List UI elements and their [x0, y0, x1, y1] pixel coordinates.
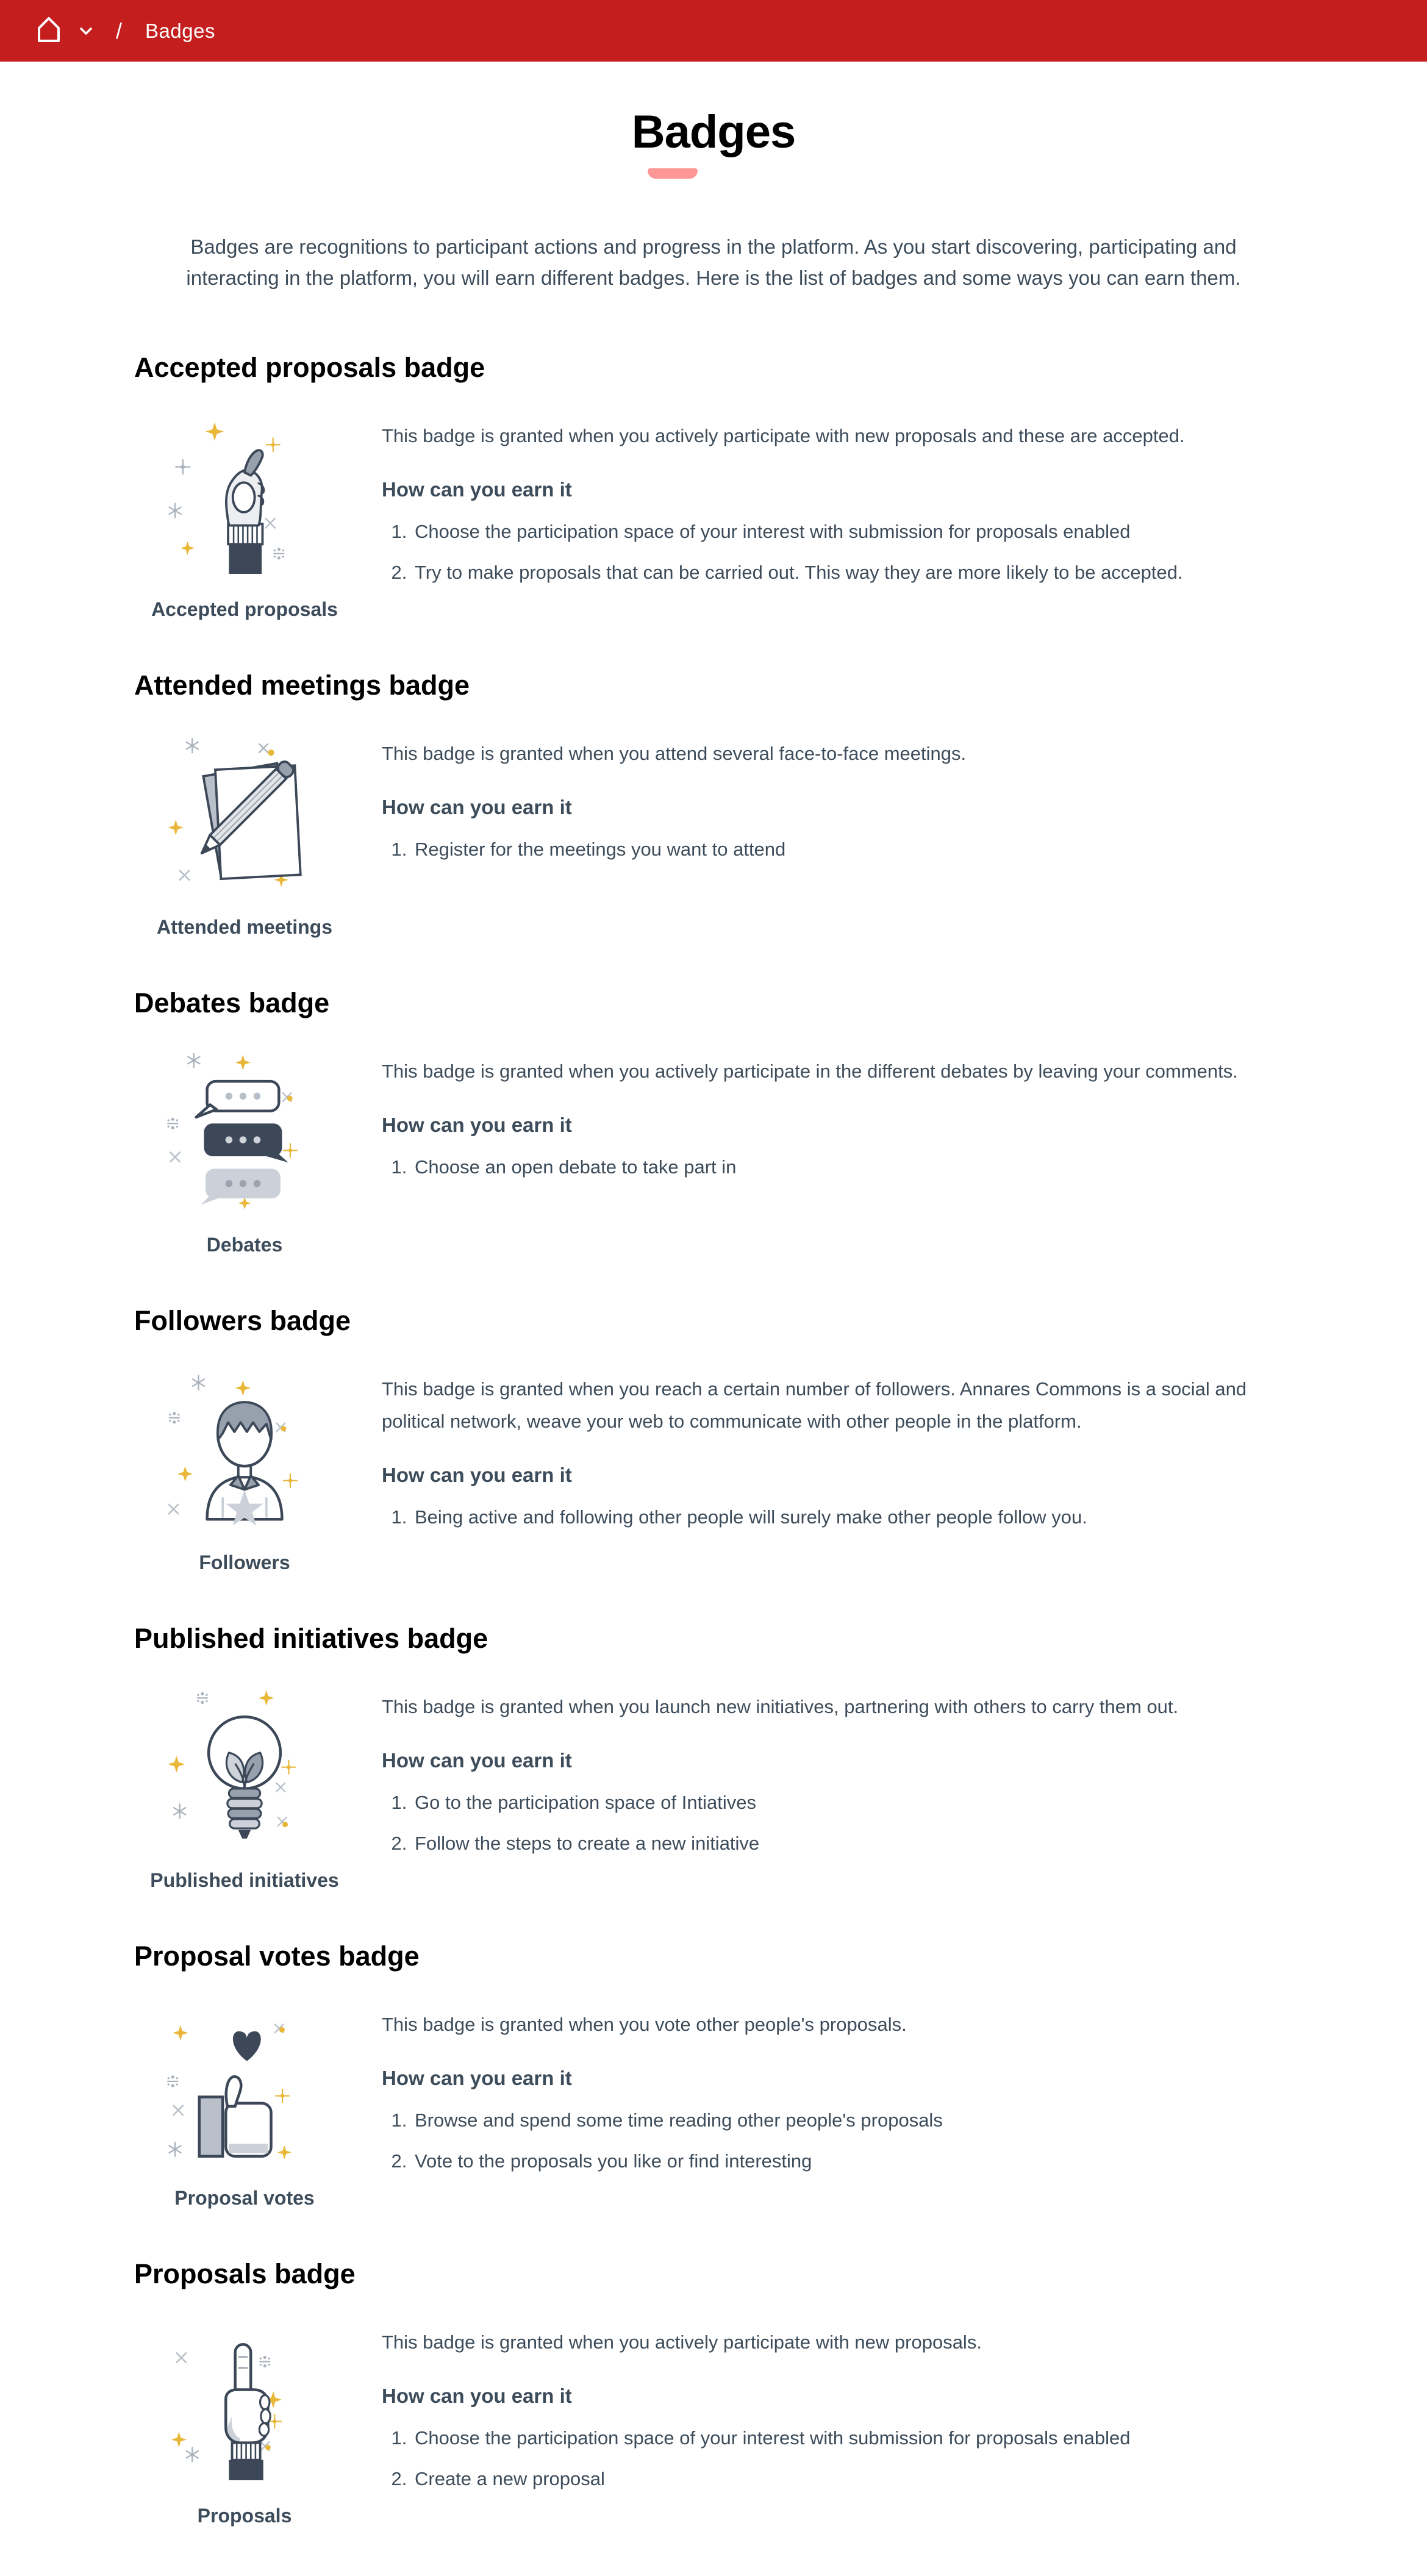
badge-row	[134, 2006, 1293, 2209]
how-earn-heading: How can you earn it	[382, 795, 572, 818]
earn-steps-list	[382, 834, 1293, 866]
badge-section-followers	[134, 1305, 1293, 1574]
badge-details	[382, 1371, 1293, 1542]
earn-step: 2. Vote to the proposals you like or find interesting	[412, 2145, 1293, 2178]
badge-caption: Proposals	[197, 2505, 292, 2527]
breadcrumb-separator: /	[116, 18, 123, 43]
badge-illustration-wrap	[144, 2324, 345, 2481]
badge-figure	[144, 1689, 345, 1892]
badge-details	[382, 418, 1293, 597]
how-earn-heading: How can you earn it	[382, 1463, 572, 1486]
earn-step: 1. Browse and spend some time reading other people's proposals	[412, 2105, 1293, 2137]
badge-caption: Attended meetings	[156, 916, 333, 939]
avatar-illustration	[166, 1371, 323, 1527]
badge-illustration-wrap	[144, 735, 345, 893]
badge-section-published-initiatives	[134, 1623, 1293, 1892]
badge-row	[134, 2324, 1293, 2527]
badge-details	[382, 1053, 1293, 1192]
badge-figure	[144, 418, 345, 621]
how-earn-heading: How can you earn it	[382, 478, 572, 501]
home-icon	[34, 15, 63, 47]
badge-row	[134, 1371, 1293, 1574]
how-earn-heading: How can you earn it	[382, 1113, 572, 1136]
pointing-hand-illustration	[166, 2324, 323, 2480]
top-navigation-bar	[0, 0, 1427, 62]
badge-section-title: Attended meetings badge	[134, 670, 470, 701]
earn-steps-list	[382, 1501, 1293, 1534]
badge-section-title: Followers badge	[134, 1305, 351, 1337]
badge-section-proposal-votes	[134, 1941, 1293, 2209]
lightbulb-illustration	[166, 1689, 323, 1845]
earn-step: 1. Choose the participation space of your interest with submission for proposals enabled	[412, 2422, 1293, 2455]
earn-steps-list	[382, 2105, 1293, 2177]
badge-description: This badge is granted when you actively participate with new proposals and these are accepted.	[382, 425, 1185, 447]
badge-figure	[144, 1053, 345, 1256]
earn-steps-list	[382, 1787, 1293, 1859]
badge-caption: Accepted proposals	[151, 598, 338, 621]
badge-description: This badge is granted when you actively participate in the different debates by leaving your comments.	[382, 1061, 1238, 1082]
badge-section-title: Proposal votes badge	[134, 1941, 420, 1972]
pencil-paper-illustration	[166, 735, 323, 892]
earn-step: 2. Follow the steps to create a new initiative	[412, 1828, 1293, 1860]
speech-bubbles-illustration	[166, 1053, 323, 1209]
how-earn-heading: How can you earn it	[382, 2066, 572, 2089]
how-earn-heading: How can you earn it	[382, 1748, 572, 1772]
badge-row	[134, 1689, 1293, 1892]
badge-row	[134, 1053, 1293, 1256]
page-title: Badges	[631, 106, 796, 158]
earn-step: 1. Being active and following other people will surely make other people follow you.	[412, 1501, 1293, 1534]
badge-section-title: Debates badge	[134, 987, 330, 1019]
badge-row	[134, 735, 1293, 939]
chevron-down-icon[interactable]	[79, 27, 93, 35]
earn-step: 1. Choose an open debate to take part in	[412, 1151, 1293, 1184]
home-link[interactable]	[34, 15, 63, 47]
how-earn-heading: How can you earn it	[382, 2384, 572, 2407]
badge-illustration-wrap	[144, 1053, 345, 1211]
earn-step: 2. Try to make proposals that can be carried out. This way they are more likely to be accepted.	[412, 557, 1293, 589]
breadcrumb-current: Badges	[145, 19, 215, 42]
badge-caption: Followers	[199, 1551, 290, 1574]
title-underline-decoration	[648, 168, 698, 179]
earn-step: 2. Create a new proposal	[412, 2463, 1293, 2496]
badge-section-debates	[134, 987, 1293, 1256]
badge-section-accepted-proposals	[134, 352, 1293, 621]
badge-row	[134, 418, 1293, 621]
badge-sections	[134, 352, 1293, 2527]
page-intro: Badges are recognitions to participant actions and progress in the platform. As you start discovering, participating and interacting in the platform, you will earn different badges. Here is the list of badges and some ways you can earn them.	[186, 235, 1241, 290]
badge-caption: Debates	[206, 1234, 283, 1256]
badges-page	[134, 106, 1293, 2527]
badge-caption: Published initiatives	[150, 1869, 339, 1892]
badge-section-attended-meetings	[134, 670, 1293, 939]
badge-caption: Proposal votes	[174, 2187, 315, 2209]
badge-details	[382, 1689, 1293, 1868]
badge-illustration-wrap	[144, 418, 345, 575]
ok-hand-illustration	[166, 418, 323, 574]
badge-description: This badge is granted when you launch new initiatives, partnering with others to carry them out.	[382, 1696, 1179, 1718]
earn-step: 1. Choose the participation space of your interest with submission for proposals enabled	[412, 516, 1293, 548]
earn-steps-list	[382, 1151, 1293, 1184]
badge-section-title: Published initiatives badge	[134, 1623, 488, 1655]
badge-details	[382, 735, 1293, 874]
earn-steps-list	[382, 2422, 1293, 2495]
badge-description: This badge is granted when you actively participate with new proposals.	[382, 2331, 982, 2353]
badge-figure	[144, 735, 345, 939]
badge-figure	[144, 1371, 345, 1574]
badge-description: This badge is granted when you attend several face-to-face meetings.	[382, 743, 967, 765]
badge-details	[382, 2324, 1293, 2503]
earn-step: 1. Register for the meetings you want to attend	[412, 834, 1293, 866]
badge-section-proposals	[134, 2258, 1293, 2527]
badge-details	[382, 2006, 1293, 2186]
badge-illustration-wrap	[144, 1689, 345, 1846]
badge-description: This badge is granted when you vote other people's proposals.	[382, 2014, 907, 2036]
badge-illustration-wrap	[144, 1371, 345, 1528]
badge-figure	[144, 2324, 345, 2527]
earn-step: 1. Go to the participation space of Intiatives	[412, 1787, 1293, 1819]
thumb-up-heart-illustration	[166, 2006, 323, 2163]
earn-steps-list	[382, 516, 1293, 589]
badge-description: This badge is granted when you reach a certain number of followers. Annares Commons is a social and political network, weave your web to communicate with other people in the platform.	[382, 1378, 1247, 1432]
badge-figure	[144, 2006, 345, 2209]
badge-section-title: Proposals badge	[134, 2258, 356, 2290]
badge-section-title: Accepted proposals badge	[134, 352, 485, 384]
badge-illustration-wrap	[144, 2006, 345, 2164]
